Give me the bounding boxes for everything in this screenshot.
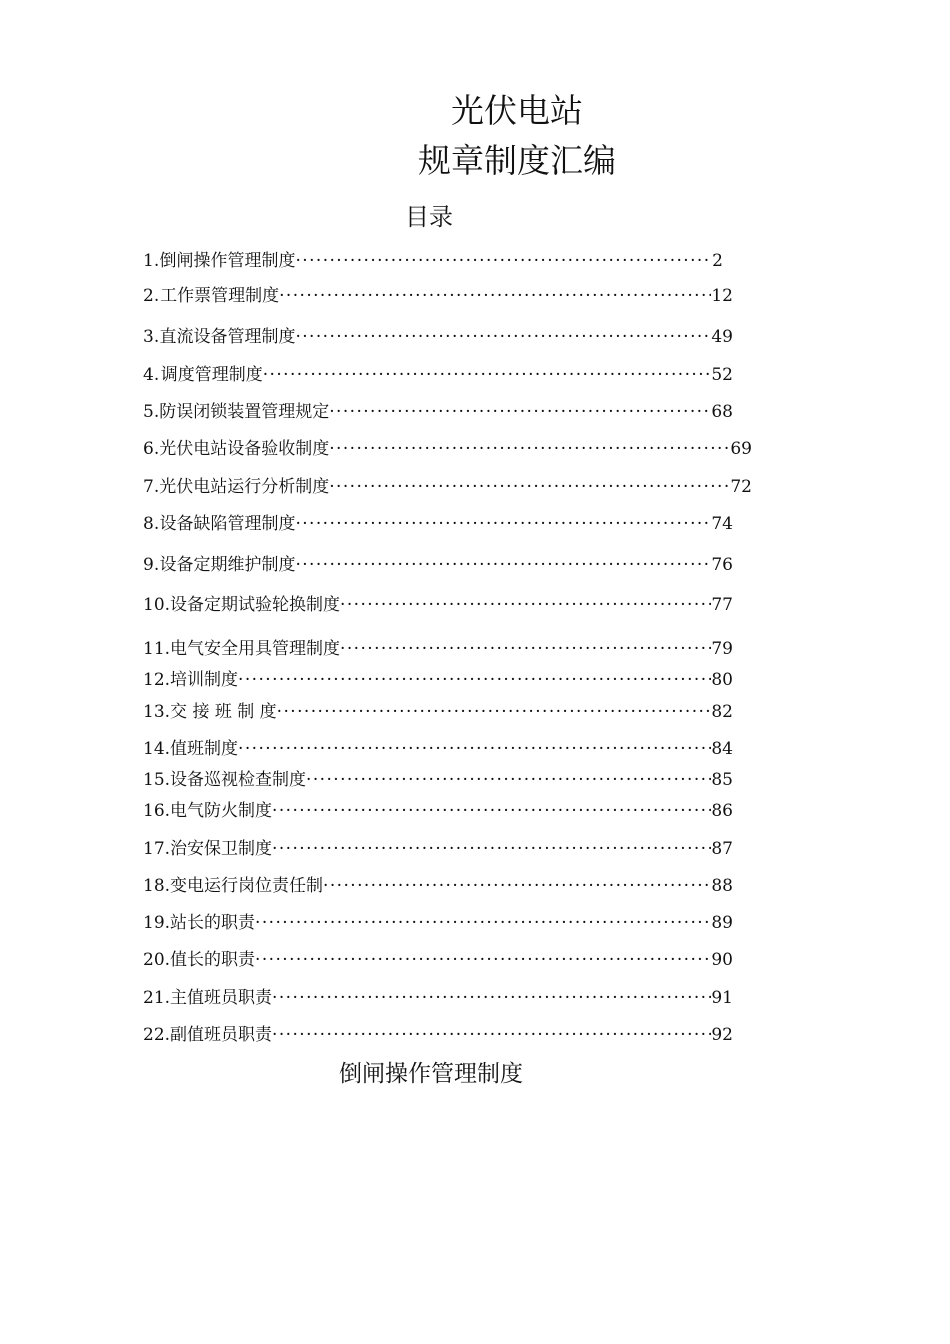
toc-entry-number: 9. [143,555,160,575]
toc-entry-page: 49 [711,327,733,347]
toc-leader-dots [323,873,711,899]
toc-entry-title: 工作票管理制度 [160,286,280,306]
toc-leader-dots [238,736,711,762]
toc-entry[interactable] [143,511,733,537]
toc-entry[interactable] [143,399,733,425]
toc-leader-dots [295,552,711,578]
toc-entry-page: 79 [711,639,733,659]
toc-entry-page: 82 [711,702,733,722]
toc-entry-page: 92 [711,1025,733,1045]
toc-entry-number: 2. [143,286,160,306]
toc-entry[interactable] [143,362,733,388]
toc-leader-dots [340,592,711,618]
toc-leader-dots [279,283,711,309]
toc-entry-number: 20. [143,950,171,970]
toc-leader-dots [295,324,711,350]
toc-entry-title: 站长的职责 [170,913,256,933]
toc-leader-dots [340,636,711,662]
toc-entry-number: 19. [143,913,171,933]
toc-entry-number: 5. [143,402,160,422]
toc-leader-dots [295,511,711,537]
toc-entry-number: 12. [143,670,171,690]
toc-entry[interactable] [143,636,733,662]
toc-entry-page: 76 [711,555,733,575]
toc-entry[interactable] [143,474,752,500]
toc-entry[interactable] [143,1022,733,1048]
toc-entry-title: 设备定期试验轮换制度 [170,595,341,615]
toc-entry-number: 22. [143,1025,171,1045]
toc-entry-title: 治安保卫制度 [170,839,273,859]
toc-entry-number: 11. [143,639,171,659]
toc-entry-title: 光伏电站设备验收制度 [159,439,330,459]
toc-entry-page: 85 [711,770,733,790]
toc-entry-page: 91 [711,988,733,1008]
toc-entry[interactable] [143,324,733,350]
toc-entry-page: 88 [711,876,733,896]
toc-entry-number: 3. [143,327,160,347]
toc-entry-page: 86 [711,801,733,821]
toc-entry[interactable] [143,283,733,309]
toc-leader-dots [272,798,711,824]
toc-entry-page: 77 [711,595,733,615]
toc-entry-title: 电气安全用具管理制度 [170,639,341,659]
toc-entry-number: 13. [143,702,171,722]
toc-leader-dots [272,985,711,1011]
toc-entry-number: 4. [143,365,160,385]
toc-entry-title: 设备缺陷管理制度 [159,514,296,534]
toc-entry-title: 变电运行岗位责任制 [170,876,324,896]
toc-entry-title: 副值班员职责 [170,1025,273,1045]
toc-entry-page: 52 [711,365,733,385]
toc-entry[interactable] [143,767,733,793]
toc-leader-dots [295,248,712,274]
toc-entry-number: 14. [143,739,171,759]
document-title-line-1: 光伏电站 [451,91,583,130]
toc-entry-number: 7. [143,477,160,497]
toc-entry[interactable] [143,436,752,462]
toc-entry-page: 90 [711,950,733,970]
toc-entry[interactable] [143,947,733,973]
toc-entry[interactable] [143,736,733,762]
toc-leader-dots [306,767,711,793]
toc-entry-page: 89 [711,913,733,933]
toc-leader-dots [272,836,711,862]
toc-entry-page: 74 [711,514,733,534]
toc-entry-page: 2 [712,251,723,271]
toc-entry-number: 8. [143,514,160,534]
toc-leader-dots [272,1022,711,1048]
toc-entry-page: 72 [730,477,752,497]
toc-heading: 目录 [405,203,453,231]
toc-entry[interactable] [143,552,733,578]
toc-entry-title: 防误闭锁装置管理规定 [159,402,330,422]
toc-entry-title: 值长的职责 [170,950,256,970]
toc-entry-page: 69 [730,439,752,459]
toc-entry-title: 调度管理制度 [160,365,263,385]
toc-entry-number: 10. [143,595,171,615]
toc-leader-dots [277,699,712,725]
toc-entry-title: 光伏电站运行分析制度 [159,477,330,497]
toc-entry-page: 87 [711,839,733,859]
toc-entry-number: 6. [143,439,160,459]
toc-entry-page: 68 [711,402,733,422]
document-title-line-2: 规章制度汇编 [418,141,616,180]
toc-entry-title: 设备定期维护制度 [159,555,296,575]
toc-entry-number: 21. [143,988,171,1008]
toc-entry-number: 15. [143,770,171,790]
toc-leader-dots [255,947,711,973]
toc-entry-title: 直流设备管理制度 [159,327,296,347]
toc-leader-dots [329,436,730,462]
toc-entry-title: 值班制度 [170,739,239,759]
toc-entry-title: 交 接 班 制 度 [170,702,277,722]
toc-entry-page: 84 [711,739,733,759]
toc-entry-title: 倒闸操作管理制度 [159,251,296,271]
toc-entry-number: 16. [143,801,171,821]
toc-leader-dots [238,667,711,693]
toc-entry-title: 培训制度 [170,670,239,690]
toc-entry[interactable] [143,873,733,899]
toc-entry-page: 12 [711,286,733,306]
toc-entry-number: 1. [143,251,160,271]
toc-entry-title: 电气防火制度 [170,801,273,821]
toc-entry-page: 80 [711,670,733,690]
toc-entry[interactable] [143,910,733,936]
toc-entry[interactable] [143,985,733,1011]
toc-entry[interactable] [143,836,733,862]
toc-entry-number: 17. [143,839,171,859]
toc-entry-title: 设备巡视检查制度 [170,770,307,790]
toc-leader-dots [329,474,730,500]
toc-leader-dots [263,362,712,388]
toc-entry-number: 18. [143,876,171,896]
section-heading: 倒闸操作管理制度 [339,1061,523,1087]
toc-leader-dots [329,399,711,425]
toc-entry[interactable] [143,798,733,824]
toc-leader-dots [255,910,711,936]
toc-entry[interactable] [143,667,733,693]
toc-entry[interactable] [143,592,733,618]
toc-entry-title: 主值班员职责 [170,988,273,1008]
toc-entry[interactable] [143,699,733,725]
toc-entry[interactable] [143,248,723,274]
